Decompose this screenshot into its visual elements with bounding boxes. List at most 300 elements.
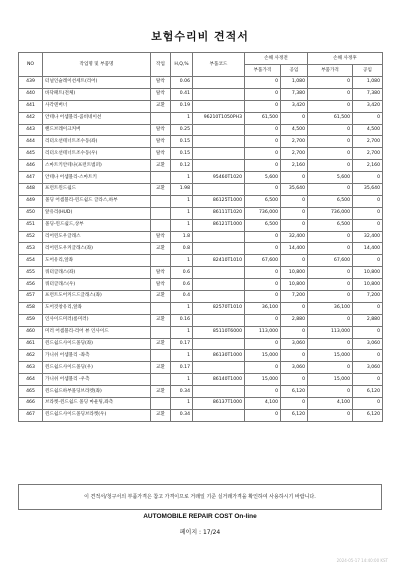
cell-name: 도어유리,앞좌 — [43, 255, 151, 267]
cell-work: 탈착 — [151, 148, 171, 160]
cell-ap: 0 — [308, 279, 353, 291]
header-work: 작업 — [151, 53, 171, 77]
cell-no: 449 — [19, 195, 43, 207]
cell-bl: 0 — [281, 255, 308, 267]
cell-hq: 1 — [171, 219, 193, 231]
cell-code: 96210T1050PH3 — [193, 112, 245, 124]
cell-work: 탈착 — [151, 124, 171, 136]
cell-al: 14,400 — [353, 243, 383, 255]
table-row — [19, 160, 383, 172]
cell-work: 교환 — [151, 243, 171, 255]
cell-no: 467 — [19, 409, 43, 421]
cell-name: 핸드브레이크커버 — [43, 124, 151, 136]
cell-ap: 0 — [308, 100, 353, 112]
cell-hq: 0.15 — [171, 136, 193, 148]
cell-hq: 1 — [171, 195, 193, 207]
cell-work — [151, 172, 171, 184]
cell-work: 교환 — [151, 386, 171, 398]
table-row — [19, 374, 383, 386]
cell-bl: 7,200 — [281, 291, 308, 303]
cell-bp: 0 — [245, 77, 281, 89]
cell-work — [151, 255, 171, 267]
cell-hq: 0.17 — [171, 338, 193, 350]
table-row — [19, 255, 383, 267]
table-row — [19, 88, 383, 100]
cell-ap: 0 — [308, 314, 353, 326]
cell-code — [193, 291, 245, 303]
cell-no: 456 — [19, 279, 43, 291]
cell-ap: 0 — [308, 136, 353, 148]
cell-bp: 0 — [245, 124, 281, 136]
cell-al: 4,500 — [353, 124, 383, 136]
cell-code — [193, 160, 245, 172]
cell-work: 탈착 — [151, 231, 171, 243]
cell-work: 탈착 — [151, 279, 171, 291]
header-part-code: 부품코드 — [193, 53, 245, 77]
cell-bl: 7,380 — [281, 88, 308, 100]
cell-code — [193, 88, 245, 100]
cell-code — [193, 267, 245, 279]
cell-bp: 0 — [245, 184, 281, 196]
cell-al: 10,800 — [353, 267, 383, 279]
cell-no: 452 — [19, 231, 43, 243]
cell-bp: 0 — [245, 279, 281, 291]
print-stamp: 2024-05-17 14:40:00 KST — [336, 558, 388, 563]
cell-hq: 1.8 — [171, 231, 193, 243]
cell-hq: 0.34 — [171, 386, 193, 398]
cell-bp: 0 — [245, 267, 281, 279]
cell-work: 교환 — [151, 409, 171, 421]
cell-bp: 61,500 — [245, 112, 281, 124]
cell-bl: 4,500 — [281, 124, 308, 136]
cell-code: 86130T1000 — [193, 350, 245, 362]
cell-hq: 1 — [171, 350, 193, 362]
cell-ap: 4,100 — [308, 398, 353, 410]
cell-code: 86121T1000 — [193, 219, 245, 231]
cell-name: 안테나 어셈블리-스마트키 — [43, 172, 151, 184]
cell-hq: 0.8 — [171, 243, 193, 255]
cell-bp: 0 — [245, 148, 281, 160]
cell-hq: 0.19 — [171, 100, 193, 112]
page-number: 페이지 : 17/24 — [179, 529, 221, 536]
header-before-part-price: 부품가격 — [245, 65, 281, 77]
cell-bp: 736,000 — [245, 207, 281, 219]
cell-ap: 5,600 — [308, 172, 353, 184]
cell-code — [193, 184, 245, 196]
cell-bl: 32,400 — [281, 231, 308, 243]
cell-bp: 0 — [245, 100, 281, 112]
cell-no: 465 — [19, 386, 43, 398]
cell-name: 몰딩-윈드쉴드,상부 — [43, 219, 151, 231]
cell-no: 439 — [19, 77, 43, 89]
table-row — [19, 409, 383, 421]
table-row — [19, 219, 383, 231]
cell-hq: 0.41 — [171, 88, 193, 100]
cell-work: 탈착 — [151, 267, 171, 279]
cell-no: 451 — [19, 219, 43, 231]
header-before-labor: 공임 — [281, 65, 308, 77]
cell-al: 0 — [353, 374, 383, 386]
cell-bl: 0 — [281, 172, 308, 184]
cell-no: 441 — [19, 100, 43, 112]
cell-no: 443 — [19, 124, 43, 136]
cell-bl: 35,640 — [281, 184, 308, 196]
cell-no: 463 — [19, 362, 43, 374]
cell-code — [193, 338, 245, 350]
cell-work: 교환 — [151, 291, 171, 303]
cell-ap: 0 — [308, 184, 353, 196]
cell-bl: 0 — [281, 195, 308, 207]
cell-al: 6,120 — [353, 386, 383, 398]
cell-work — [151, 398, 171, 410]
cell-work — [151, 326, 171, 338]
cell-al: 3,060 — [353, 338, 383, 350]
cell-bp: 15,000 — [245, 374, 281, 386]
table-row — [19, 231, 383, 243]
cell-bl: 2,700 — [281, 136, 308, 148]
cell-code — [193, 386, 245, 398]
cell-no: 450 — [19, 207, 43, 219]
cell-hq: 0.17 — [171, 362, 193, 374]
cell-no: 440 — [19, 88, 43, 100]
cell-bp: 36,100 — [245, 302, 281, 314]
table-row — [19, 136, 383, 148]
cell-hq: 1 — [171, 302, 193, 314]
estimate-table — [18, 52, 383, 422]
cell-no: 446 — [19, 160, 43, 172]
cell-code — [193, 409, 245, 421]
cell-bp: 0 — [245, 338, 281, 350]
cell-hq: 1 — [171, 112, 193, 124]
cell-al: 2,700 — [353, 136, 383, 148]
cell-name: 리어윈도우글래스 — [43, 231, 151, 243]
header-before-adjustment: 손해 사정전 — [245, 53, 308, 65]
cell-hq: 1 — [171, 398, 193, 410]
cell-bl: 2,880 — [281, 314, 308, 326]
cell-no: 458 — [19, 302, 43, 314]
cell-bl: 0 — [281, 326, 308, 338]
cell-name: 미러 어셈블리-리어 뷰 인사이드 — [43, 326, 151, 338]
table-row — [19, 386, 383, 398]
header-no: NO — [19, 53, 43, 77]
cell-ap: 15,000 — [308, 350, 353, 362]
price-note: 이 견적서/청구서의 부품가격은 참고 가격이므로 거래일 기준 실거래가격을 확인하여 사용하시기 바랍니다. — [18, 484, 382, 510]
cell-ap: 0 — [308, 338, 353, 350]
cell-bl: 2,700 — [281, 148, 308, 160]
cell-code: 95460T1020 — [193, 172, 245, 184]
cell-name: 안테나 어셈블리-콤비네이션 — [43, 112, 151, 124]
table-row — [19, 267, 383, 279]
cell-al: 0 — [353, 172, 383, 184]
table-row — [19, 195, 383, 207]
cell-work: 교환 — [151, 314, 171, 326]
header-hq: H,Q,% — [171, 53, 193, 77]
cell-bl: 0 — [281, 302, 308, 314]
cell-ap: 0 — [308, 124, 353, 136]
cell-no: 461 — [19, 338, 43, 350]
cell-bp: 0 — [245, 362, 281, 374]
table-row — [19, 148, 383, 160]
table-row — [19, 172, 383, 184]
cell-name: 쿼터글래스(좌) — [43, 267, 151, 279]
table-row — [19, 314, 383, 326]
cell-bl: 3,060 — [281, 362, 308, 374]
cell-bl: 3,060 — [281, 338, 308, 350]
table-row — [19, 77, 383, 89]
cell-name: 리터오션테너트조수동(좌) — [43, 136, 151, 148]
cell-ap: 0 — [308, 77, 353, 89]
cell-code: 85110T6000 — [193, 326, 245, 338]
table-row — [19, 362, 383, 374]
cell-code — [193, 100, 245, 112]
cell-al: 32,400 — [353, 231, 383, 243]
cell-ap: 0 — [308, 291, 353, 303]
header-after-labor: 공임 — [353, 65, 383, 77]
cell-al: 0 — [353, 398, 383, 410]
cell-al: 0 — [353, 326, 383, 338]
cell-name: 몰딩 어셈블리-윈드쉴드 글라스,하부 — [43, 195, 151, 207]
cell-name: 가니쉬 어셈블리 -우측 — [43, 374, 151, 386]
cell-work: 교환 — [151, 184, 171, 196]
cell-al: 0 — [353, 219, 383, 231]
table-row — [19, 291, 383, 303]
table-row — [19, 302, 383, 314]
header-after-part-price: 부품가격 — [308, 65, 353, 77]
cell-name: 윈드쉴드사이드몰딩(우) — [43, 362, 151, 374]
cell-no: 448 — [19, 184, 43, 196]
cell-code: 86137T1000 — [193, 398, 245, 410]
table-row — [19, 184, 383, 196]
cell-name: 리어윈도우커글래스(좌) — [43, 243, 151, 255]
cell-code: 86125T1000 — [193, 195, 245, 207]
cell-no: 444 — [19, 136, 43, 148]
cell-ap: 0 — [308, 231, 353, 243]
cell-work — [151, 350, 171, 362]
cell-name: 리터오션테너트조수동(우) — [43, 148, 151, 160]
cell-code — [193, 231, 245, 243]
cell-bl: 10,800 — [281, 267, 308, 279]
cell-bp: 15,000 — [245, 350, 281, 362]
cell-work — [151, 302, 171, 314]
cell-no: 464 — [19, 374, 43, 386]
table-row — [19, 100, 383, 112]
cell-al: 0 — [353, 112, 383, 124]
cell-code — [193, 136, 245, 148]
cell-hq: 0.6 — [171, 279, 193, 291]
cell-hq: 0.34 — [171, 409, 193, 421]
cell-name: 윈드쉴드사이드몰딩브라켓(우) — [43, 409, 151, 421]
cell-name: 브라켓-윈드쉴드 몰딩 마운팅,좌측 — [43, 398, 151, 410]
cell-work: 교환 — [151, 160, 171, 172]
cell-bp: 0 — [245, 231, 281, 243]
cell-code — [193, 148, 245, 160]
cell-code: 82410T1010 — [193, 255, 245, 267]
cell-ap: 0 — [308, 160, 353, 172]
cell-name: 인사이드미러(룸미러) — [43, 314, 151, 326]
cell-work: 탈착 — [151, 77, 171, 89]
cell-code: 86111T1020 — [193, 207, 245, 219]
table-row — [19, 279, 383, 291]
cell-ap: 0 — [308, 243, 353, 255]
cell-bl: 0 — [281, 207, 308, 219]
cell-hq: 1 — [171, 207, 193, 219]
cell-bp: 6,500 — [245, 219, 281, 231]
cell-no: 462 — [19, 350, 43, 362]
cell-hq: 1 — [171, 255, 193, 267]
cell-no: 445 — [19, 148, 43, 160]
cell-hq: 0.06 — [171, 77, 193, 89]
footer-title: AUTOMOBILE REPAIR COST On-line — [143, 513, 257, 520]
cell-hq: 1 — [171, 374, 193, 386]
cell-code — [193, 362, 245, 374]
cell-al: 0 — [353, 207, 383, 219]
cell-bl: 1,080 — [281, 77, 308, 89]
cell-ap: 0 — [308, 148, 353, 160]
cell-no: 442 — [19, 112, 43, 124]
cell-name: 윈드쉴드사이드몰딩(좌) — [43, 338, 151, 350]
cell-al: 7,380 — [353, 88, 383, 100]
cell-name: 프런트도어커드드글래스(좌) — [43, 291, 151, 303]
cell-code — [193, 243, 245, 255]
cell-al: 0 — [353, 255, 383, 267]
cell-name: 쿼터글래스(우) — [43, 279, 151, 291]
header-after-adjustment: 손해 사정후 — [308, 53, 383, 65]
cell-name: 터널인슐레이션세트(리어) — [43, 77, 151, 89]
table-row — [19, 124, 383, 136]
cell-hq: 0.25 — [171, 124, 193, 136]
cell-bl: 10,800 — [281, 279, 308, 291]
table-row — [19, 243, 383, 255]
cell-ap: 736,000 — [308, 207, 353, 219]
cell-al: 3,420 — [353, 100, 383, 112]
cell-name: 사각덴버너 — [43, 100, 151, 112]
cell-no: 453 — [19, 243, 43, 255]
cell-work — [151, 195, 171, 207]
cell-al: 35,640 — [353, 184, 383, 196]
cell-no: 447 — [19, 172, 43, 184]
cell-ap: 67,600 — [308, 255, 353, 267]
cell-al: 6,120 — [353, 409, 383, 421]
cell-work — [151, 207, 171, 219]
cell-work: 교환 — [151, 338, 171, 350]
cell-work: 교환 — [151, 362, 171, 374]
cell-hq: 0.4 — [171, 291, 193, 303]
cell-bp: 0 — [245, 88, 281, 100]
document-title: 보험수리비 견적서 — [151, 30, 249, 43]
cell-work — [151, 219, 171, 231]
cell-code — [193, 77, 245, 89]
cell-bp: 0 — [245, 291, 281, 303]
cell-no: 466 — [19, 398, 43, 410]
table-row — [19, 112, 383, 124]
cell-work — [151, 374, 171, 386]
cell-ap: 0 — [308, 386, 353, 398]
cell-bp: 0 — [245, 243, 281, 255]
cell-al: 0 — [353, 302, 383, 314]
cell-bl: 0 — [281, 374, 308, 386]
cell-work: 탈착 — [151, 136, 171, 148]
cell-hq: 1 — [171, 172, 193, 184]
cell-code — [193, 124, 245, 136]
cell-bl: 6,120 — [281, 409, 308, 421]
cell-al: 2,700 — [353, 148, 383, 160]
cell-hq: 0.6 — [171, 267, 193, 279]
cell-al: 7,200 — [353, 291, 383, 303]
cell-hq: 1.98 — [171, 184, 193, 196]
cell-hq: 0.12 — [171, 160, 193, 172]
cell-ap: 0 — [308, 409, 353, 421]
table-row — [19, 338, 383, 350]
cell-bl: 3,420 — [281, 100, 308, 112]
cell-ap: 0 — [308, 362, 353, 374]
cell-bl: 2,160 — [281, 160, 308, 172]
cell-code — [193, 314, 245, 326]
table-row — [19, 207, 383, 219]
cell-work — [151, 112, 171, 124]
cell-bp: 0 — [245, 160, 281, 172]
cell-code — [193, 279, 245, 291]
cell-no: 459 — [19, 314, 43, 326]
cell-name: 프런트윈드쉴드 — [43, 184, 151, 196]
cell-name: 가니쉬 어셈블리 -좌측 — [43, 350, 151, 362]
cell-no: 454 — [19, 255, 43, 267]
cell-hq: 0.16 — [171, 314, 193, 326]
cell-al: 2,880 — [353, 314, 383, 326]
cell-ap: 15,000 — [308, 374, 353, 386]
cell-ap: 6,500 — [308, 219, 353, 231]
header-item-name: 작업명 및 부품명 — [43, 53, 151, 77]
cell-bl: 0 — [281, 350, 308, 362]
cell-ap: 61,500 — [308, 112, 353, 124]
cell-al: 10,800 — [353, 279, 383, 291]
cell-bp: 6,500 — [245, 195, 281, 207]
cell-ap: 6,500 — [308, 195, 353, 207]
cell-bp: 4,100 — [245, 398, 281, 410]
cell-bp: 0 — [245, 136, 281, 148]
cell-code: 82570T1010 — [193, 302, 245, 314]
cell-al: 1,080 — [353, 77, 383, 89]
cell-al: 2,160 — [353, 160, 383, 172]
cell-name: 윈드쉴드하부몰딩브라켓(좌) — [43, 386, 151, 398]
cell-bp: 0 — [245, 386, 281, 398]
cell-name: 스마트키안테나(프런트범퍼) — [43, 160, 151, 172]
cell-hq: 0.15 — [171, 148, 193, 160]
cell-bl: 0 — [281, 398, 308, 410]
table-row — [19, 326, 383, 338]
cell-ap: 36,100 — [308, 302, 353, 314]
cell-no: 457 — [19, 291, 43, 303]
cell-bp: 113,000 — [245, 326, 281, 338]
table-row — [19, 350, 383, 362]
cell-work: 교환 — [151, 100, 171, 112]
cell-ap: 0 — [308, 267, 353, 279]
cell-ap: 0 — [308, 88, 353, 100]
cell-code: 86140T1000 — [193, 374, 245, 386]
cell-al: 0 — [353, 350, 383, 362]
cell-bl: 0 — [281, 112, 308, 124]
cell-bl: 6,120 — [281, 386, 308, 398]
cell-bl: 14,400 — [281, 243, 308, 255]
cell-no: 455 — [19, 267, 43, 279]
cell-no: 460 — [19, 326, 43, 338]
cell-bl: 0 — [281, 219, 308, 231]
cell-bp: 5,600 — [245, 172, 281, 184]
cell-work: 탈착 — [151, 88, 171, 100]
cell-name: 앞유리(HUD) — [43, 207, 151, 219]
cell-name: 바닥패트(전체) — [43, 88, 151, 100]
cell-name: 도어것창유리,앞좌 — [43, 302, 151, 314]
cell-hq: 1 — [171, 326, 193, 338]
